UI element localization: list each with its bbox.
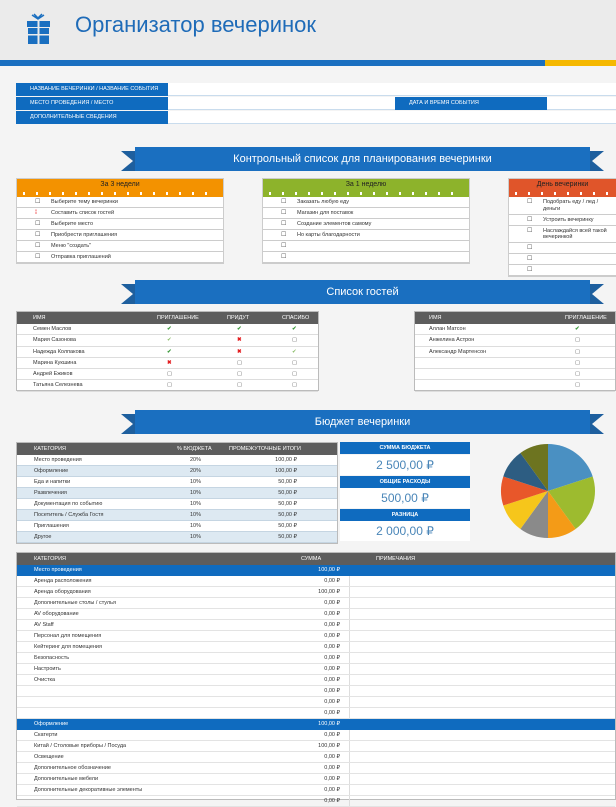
guest-name: Андрей Ежиков [33,371,73,378]
subtotal: 50,00 ₽ [278,512,297,518]
checkbox[interactable]: ☐ [281,243,287,249]
guest-name: Семен Маслов [33,326,72,332]
amount: 0,00 ₽ [324,765,340,771]
category: Приглашения [34,523,69,529]
column-header: ПРИГЛАШЕНИЕ [157,315,199,321]
table-row [415,347,615,358]
checkbox[interactable]: ▢ [292,337,298,344]
table-row [17,587,615,598]
checkbox[interactable]: ☐ [527,245,533,251]
table-row [17,455,337,466]
checkbox[interactable]: ☐ [527,267,533,273]
notes-cell[interactable] [349,708,615,718]
guest-name: Марина Кукшина [33,359,77,366]
table-row [17,763,615,774]
checkbox[interactable]: ▢ [575,371,581,378]
checklist-item-text: Приобрести приглашения [51,232,118,238]
checkbox[interactable]: ☐ [35,221,41,227]
checklist-item [17,230,223,241]
checklist-item-text: Создание элементов самому [297,221,372,227]
item-name: Кейтеринг для помещения [34,644,102,650]
extra-info-field[interactable] [16,111,616,124]
column-header: ИМЯ [429,315,442,321]
table-row [17,609,615,620]
table-row [17,686,615,697]
table-row [17,774,615,785]
notes-cell[interactable] [349,587,615,597]
percent: 10% [190,490,202,496]
item-name: Дополнительное обозначение [34,765,111,771]
amount: 0,00 ₽ [324,787,340,793]
guest-name: Аллан Матсон [429,326,466,332]
venue-label: МЕСТО ПРОВЕДЕНИЯ / МЕСТО [16,97,168,110]
item-name: Дополнительные столы / стулья [34,600,116,606]
notes-cell[interactable] [349,576,615,586]
column-header: ИМЯ [33,315,46,321]
notes-cell[interactable] [349,598,615,608]
amount: 0,00 ₽ [324,644,340,650]
column-header: ПРОМЕЖУТОЧНЫЕ ИТОГИ [229,446,301,452]
amount: 0,00 ₽ [324,710,340,716]
table-row [17,324,318,335]
notes-cell[interactable] [349,774,615,784]
item-name: Очистка [34,677,56,683]
checklist-card [16,178,224,264]
notes-cell[interactable] [349,620,615,630]
percent: 10% [190,479,202,485]
category: Другое [34,534,52,540]
notes-cell[interactable] [349,763,615,773]
item-name: Дополнительные мебели [34,776,99,782]
percent: 10% [190,523,202,529]
table-row [17,675,615,686]
checkbox[interactable]: ☐ [35,243,41,249]
extra-info-label: ДОПОЛНИТЕЛЬНЫЕ СВЕДЕНИЯ [16,111,168,124]
amount: 0,00 ₽ [324,798,340,804]
column-header: КАТЕГОРИЯ [34,446,67,452]
checkbox[interactable]: ▢ [575,359,581,366]
percent: 20% [190,468,202,474]
checkbox[interactable]: ☐ [527,199,533,205]
checklist-item-text: Составить список гостей [51,210,115,216]
x-icon[interactable]: ✖ [237,348,242,355]
amount: 0,00 ₽ [324,622,340,628]
guest-name: Александр Мартенсон [429,348,487,355]
percent: 10% [190,501,202,507]
table-header [17,553,615,565]
event-name-label: НАЗВАНИЕ ВЕЧЕРИНКИ / НАЗВАНИЕ СОБЫТИЯ [16,83,168,96]
page-title: Организатор вечеринок [75,12,316,37]
checkbox[interactable]: ☐ [281,221,287,227]
checklist-item-text: Подобрать еду / лед / деньги [543,199,599,212]
item-name: Скатерти [34,732,58,738]
amount: 0,00 ₽ [324,666,340,672]
check-icon[interactable]: ✔ [292,326,297,332]
guest-name: Татьяна Селезнева [33,382,83,389]
subtotal: 50,00 ₽ [278,523,297,529]
item-name: AV Staff [34,622,54,628]
notes-cell[interactable] [349,752,615,762]
budget-pie-chart [498,443,598,539]
table-row [17,347,318,358]
checklist-item [263,252,469,263]
checkbox[interactable]: ▢ [237,382,243,389]
amount: 100,00 ₽ [318,743,340,749]
checklist-item-text: Заказать любую еду [297,199,349,205]
checklist-item-text: Отправка приглашений [51,254,111,260]
subtotal: 50,00 ₽ [278,501,297,507]
checklist-item [17,241,223,252]
column-header: КАТЕГОРИЯ [34,556,67,562]
checklist-card [262,178,470,264]
checkbox[interactable]: ☐ [527,227,533,234]
table-row [17,532,337,543]
table-row [17,708,615,719]
amount: 0,00 ₽ [324,754,340,760]
subtotal: 50,00 ₽ [278,479,297,485]
guest-table-right [414,311,616,391]
budget-banner: Бюджет вечеринки [135,410,590,434]
x-icon[interactable]: ✖ [167,359,172,366]
table-row [17,477,337,488]
item-name: Персонал для помещения [34,633,102,639]
subtotal: 50,00 ₽ [278,534,297,540]
table-row [415,324,615,335]
table-row [17,752,615,763]
item-name: Китай / Столовые приборы / Посуда [34,743,127,749]
checkbox[interactable]: ☐ [281,199,287,205]
checkbox[interactable]: ▢ [575,337,581,344]
checkbox[interactable]: ▢ [167,371,173,378]
table-row [17,510,337,521]
checklist-item [263,230,469,241]
column-header: % БЮДЖЕТА [177,446,212,452]
checklist-item [263,208,469,219]
table-row [415,380,615,391]
checkbox[interactable]: ☐ [281,210,287,216]
amount: 0,00 ₽ [324,611,340,617]
table-row [17,488,337,499]
table-row [17,598,615,609]
table-row [17,380,318,391]
checklist-item [509,243,616,254]
column-header: ПРИГЛАШЕНИЕ [565,315,607,321]
checklist-item [17,252,223,263]
checklist-item-text: Но карты благодарности [297,232,360,238]
guests-banner: Список гостей [135,280,590,304]
table-row [17,697,615,708]
checkbox[interactable]: ▢ [575,348,581,355]
checkbox[interactable]: ▢ [237,371,243,378]
table-header [415,312,615,324]
event-name-field[interactable] [16,83,616,96]
notes-cell[interactable] [349,741,615,751]
table-row [415,335,615,346]
notes-cell[interactable] [349,796,615,806]
table-row [17,730,615,741]
category: Еда и напитки [34,479,71,485]
check-icon[interactable]: ✔ [167,326,172,332]
category: Посетитель / Служба Гостя [34,512,104,518]
item-name: Аренда расположения [34,578,92,584]
table-row [17,653,615,664]
category: Развлечения [34,490,67,496]
checkbox[interactable]: ▢ [575,382,581,389]
item-name: Оформление [34,721,69,727]
table-row [17,631,615,642]
item-name: Место проведения [34,567,82,573]
checkbox[interactable]: ▢ [292,371,298,378]
table-header [17,312,318,324]
amount: 0,00 ₽ [324,699,340,705]
amount: 100,00 ₽ [318,589,340,595]
subtotal: 100,00 ₽ [275,468,297,474]
gift-icon [26,12,51,44]
check-icon[interactable]: ✔ [237,326,242,332]
checklist-item-text: Устроить вечеринку [543,216,594,223]
date-label: ДАТА И ВРЕМЯ СОБЫТИЯ [395,97,547,110]
category: Оформление [34,468,69,474]
table-row [17,499,337,510]
budget-table [16,442,338,544]
table-row [17,741,615,752]
checklist-item [17,208,223,219]
check-icon[interactable]: ✔ [167,337,172,344]
spent-value: 500,00 ₽ [340,488,470,508]
percent: 10% [190,512,202,518]
checkbox[interactable]: ☐ [527,216,533,223]
checkbox[interactable]: ▢ [237,359,243,366]
checkbox[interactable]: ☐ [527,256,533,262]
amount: 0,00 ₽ [324,633,340,639]
budget-total-value: 2 500,00 ₽ [340,455,470,475]
amount: 0,00 ₽ [324,776,340,782]
header-bar-accent [545,60,616,66]
notes-cell[interactable] [349,631,615,641]
item-name: Освещение [34,754,64,760]
checklist-item-text: Наслаждайся всей такой вечеринкой [543,227,607,240]
difference-value: 2 000,00 ₽ [340,521,470,541]
guest-name: Надежда Колпакова [33,348,85,355]
notes-cell[interactable] [349,730,615,740]
x-icon[interactable]: ✖ [237,337,242,344]
notes-cell[interactable] [349,785,615,795]
table-row [17,466,337,477]
budget-total-label: СУММА БЮДЖЕТА [340,442,470,454]
amount: 0,00 ₽ [324,600,340,606]
checklist-card-title: За 3 недели [17,179,223,197]
checklist-item [509,197,616,215]
notes-cell[interactable] [349,686,615,696]
amount: 0,00 ₽ [324,655,340,661]
guest-table [16,311,319,391]
notes-cell[interactable] [349,609,615,619]
checklist-item [17,219,223,230]
category-row [17,565,615,576]
notes-cell[interactable] [349,642,615,652]
table-row [17,620,615,631]
item-name: Настроить [34,666,61,672]
table-header [17,443,337,455]
checklist-item [263,241,469,252]
checklist-item-text: Магазин для поставок [297,210,354,216]
amount: 0,00 ₽ [324,688,340,694]
checklist-card [508,178,616,277]
table-row [17,369,318,380]
checklist-item [263,219,469,230]
checklist-item [17,197,223,208]
amount: 100,00 ₽ [318,567,340,573]
checklist-banner: Контрольный список для планирования вечеринки [135,147,590,171]
table-row [17,796,615,807]
table-row [415,358,615,369]
notes-cell[interactable] [349,664,615,674]
column-header: ПРИДУТ [227,315,250,321]
check-icon[interactable]: ✔ [575,326,580,332]
checkbox[interactable]: ☐ [35,199,41,205]
notes-cell[interactable] [349,675,615,685]
check-icon[interactable]: ✔ [292,348,297,355]
subtotal: 100,00 ₽ [275,457,297,463]
checkbox[interactable]: ▢ [292,359,298,366]
checklist-item [263,197,469,208]
checklist-item-text: Выберите тему вечеринки [51,199,118,205]
column-header: ПРИМЕЧАНИЯ [376,556,416,562]
column-header: СПАСИБО [282,315,310,321]
checkbox[interactable]: ▢ [167,382,173,389]
percent: 10% [190,534,202,540]
checkbox[interactable]: ☐ [35,254,41,260]
notes-cell[interactable] [349,697,615,707]
difference-label: РАЗНИЦА [340,509,470,521]
column-header: СУММА [301,556,322,562]
amount: 0,00 ₽ [324,732,340,738]
checklist-item-text: Меню "создать" [51,243,92,249]
checkbox[interactable]: ⁞ [35,210,37,216]
checklist-item [509,215,616,226]
table-row [17,576,615,587]
venue-field[interactable] [16,97,616,110]
item-name: Дополнительные декоративные элементы [34,787,143,793]
category-row [17,719,615,730]
table-row [17,664,615,675]
item-name: Аренда оборудования [34,589,91,595]
item-name: Безопасность [34,655,70,661]
amount: 0,00 ₽ [324,677,340,683]
table-row [17,642,615,653]
checkbox[interactable]: ☐ [281,254,287,260]
table-row [17,521,337,532]
check-icon[interactable]: ✔ [167,348,172,355]
checklist-item [509,265,616,276]
header-bar [0,60,545,66]
item-name: AV оборудование [34,611,79,617]
table-row [415,369,615,380]
spent-label: ОБЩИЕ РАСХОДЫ [340,476,470,488]
checkbox[interactable]: ☐ [281,232,287,238]
checkbox[interactable]: ☐ [35,232,41,238]
amount: 100,00 ₽ [318,721,340,727]
amount: 0,00 ₽ [324,578,340,584]
checklist-card-title: За 1 неделю [263,179,469,197]
checkbox[interactable]: ▢ [292,382,298,389]
checklist-item [509,226,616,244]
checklist-card-title: День вечеринки [509,179,616,197]
table-row [17,335,318,346]
notes-cell[interactable] [349,653,615,663]
guest-name: Мария Сазонова [33,337,76,344]
percent: 20% [190,457,202,463]
budget-details-table [16,552,616,804]
category: Документация по событию [34,501,103,507]
table-row [17,785,615,796]
checklist-item [509,254,616,265]
table-row [17,358,318,369]
category: Место проведения [34,457,82,463]
subtotal: 50,00 ₽ [278,490,297,496]
guest-name: Анжелина Астрон [429,337,475,344]
checklist-item-text: Выберите место [51,221,94,227]
